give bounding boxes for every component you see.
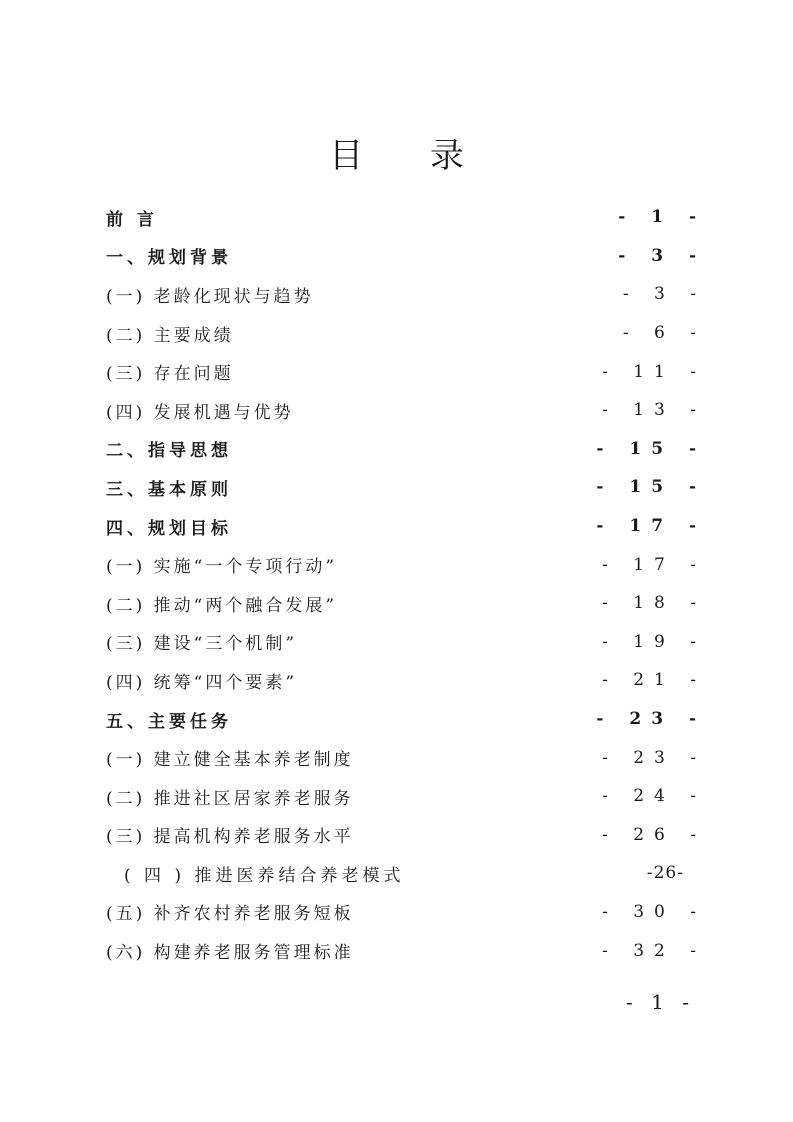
dot-leader [234, 483, 592, 495]
toc-entry-label: (一) 实施“一个专项行动” [106, 557, 338, 578]
toc-entry-label: (六) 构建养老服务管理标准 [106, 943, 354, 964]
toc-entry-page: - 23 - [602, 747, 706, 768]
toc-entry[interactable] [106, 661, 706, 700]
dot-leader [236, 329, 619, 341]
toc-entry-page: - 23 - [596, 709, 706, 730]
toc-entry-label: (一) 老龄化现状与趋势 [106, 286, 314, 307]
toc-entry[interactable] [106, 931, 706, 970]
toc-entry[interactable] [106, 545, 706, 584]
toc-entry[interactable] [106, 314, 706, 353]
toc-entry[interactable] [106, 623, 706, 662]
toc-entry-page: - 11 - [602, 361, 706, 382]
dot-leader [296, 406, 598, 418]
toc-entry-page: - 21 - [602, 670, 706, 691]
dot-leader [356, 754, 598, 766]
toc-entry-page: - 15 - [596, 438, 706, 459]
toc-entry-label: (三) 提高机构养老服务水平 [106, 827, 354, 848]
dot-leader [299, 638, 598, 650]
toc-entry-page: - 15 - [596, 477, 706, 498]
toc-entry-page: - 3 - [622, 284, 706, 305]
toc-entry[interactable] [106, 700, 706, 739]
toc-entry-page: - 30 - [602, 901, 706, 922]
toc-entry-page: - 1 - [618, 207, 706, 228]
dot-leader [339, 561, 598, 573]
toc-entry-label: (一) 建立健全基本养老制度 [106, 750, 354, 771]
toc-entry-label: 五、主要任务 [106, 711, 232, 732]
toc-entry-label: (二) 主要成绩 [106, 325, 234, 346]
toc-entry-label: ( 四 ) 推进医养结合养老模式 [124, 865, 405, 886]
toc-entry[interactable] [106, 275, 706, 314]
dot-leader [339, 599, 598, 611]
dot-leader [234, 522, 592, 534]
toc-entry-page: - 19 - [602, 631, 706, 652]
dot-leader [356, 908, 598, 920]
toc-entry-label: 四、规划目标 [106, 518, 232, 539]
dot-leader [356, 947, 598, 959]
toc-entry[interactable] [106, 777, 706, 816]
toc-entry-page: - 6 - [622, 323, 706, 344]
table-of-contents [106, 198, 706, 970]
page-title: 目 录 [329, 136, 492, 176]
toc-entry-label: (三) 建设“三个机制” [106, 634, 298, 655]
dot-leader [356, 831, 598, 843]
toc-entry[interactable] [106, 391, 706, 430]
toc-entry-page: - 17 - [602, 554, 706, 575]
toc-entry-page: - 18 - [602, 593, 706, 614]
toc-entry[interactable] [106, 854, 684, 893]
dot-leader [234, 445, 592, 457]
dot-leader [316, 290, 619, 302]
toc-entry-page: - 26 - [602, 824, 706, 845]
toc-entry-label: (四) 统筹“四个要素” [106, 672, 298, 693]
toc-entry-label: (三) 存在问题 [106, 364, 234, 385]
dot-leader [356, 792, 598, 804]
toc-entry-page: -26- [646, 863, 684, 884]
toc-entry[interactable] [106, 237, 706, 276]
toc-entry-label: 一、规划背景 [106, 248, 232, 269]
toc-entry-page: - 24 - [602, 786, 706, 807]
toc-entry-label: (二) 推动“两个融合发展” [106, 595, 338, 616]
dot-leader [160, 213, 614, 225]
toc-entry-label: 前 言 [106, 209, 158, 230]
toc-entry-label: (二) 推进社区居家养老服务 [106, 788, 354, 809]
toc-entry-page: - 3 - [618, 245, 706, 266]
toc-entry-page: - 17 - [596, 516, 706, 537]
toc-entry-label: (四) 发展机遇与优势 [106, 402, 294, 423]
dot-leader [406, 869, 642, 881]
toc-entry[interactable] [106, 507, 706, 546]
toc-entry[interactable] [106, 198, 706, 237]
toc-entry[interactable] [106, 893, 706, 932]
toc-entry[interactable] [106, 738, 706, 777]
dot-leader [234, 715, 592, 727]
dot-leader [236, 368, 598, 380]
toc-entry-page: - 32 - [602, 940, 706, 961]
toc-entry-label: 三、基本原则 [106, 479, 232, 500]
dot-leader [299, 676, 598, 688]
toc-entry[interactable] [106, 816, 706, 855]
toc-entry[interactable] [106, 430, 706, 469]
toc-entry[interactable] [106, 352, 706, 391]
toc-entry-page: - 13 - [602, 400, 706, 421]
toc-entry[interactable] [106, 468, 706, 507]
toc-entry-label: 二、指导思想 [106, 441, 232, 462]
toc-entry[interactable] [106, 584, 706, 623]
toc-entry-label: (五) 补齐农村养老服务短板 [106, 904, 354, 925]
page-number-footer: - 1 - [626, 990, 695, 1014]
dot-leader [234, 252, 614, 264]
